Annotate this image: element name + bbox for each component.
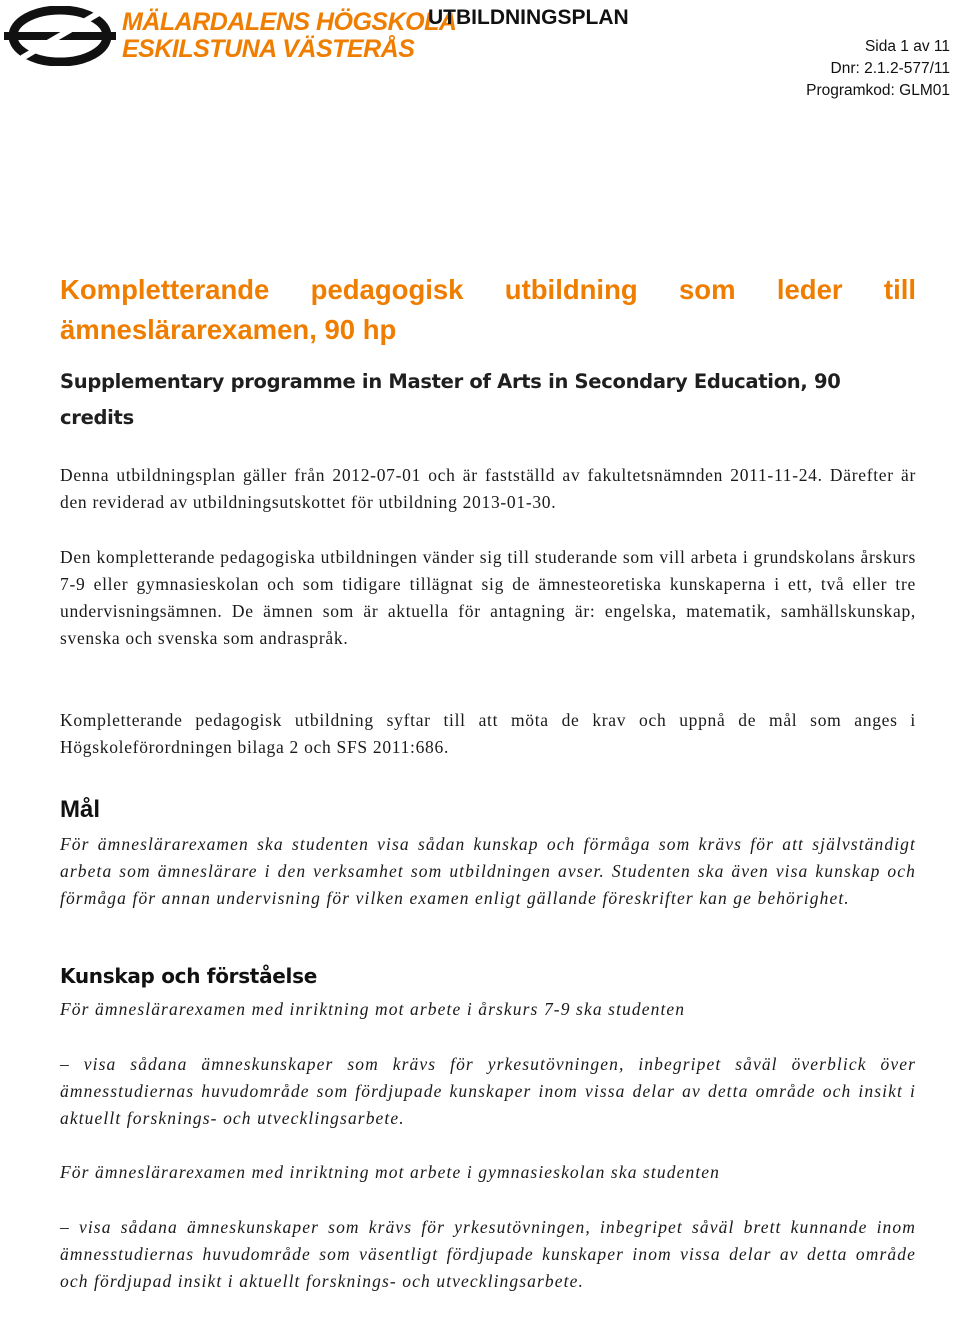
knowledge-intro-7-9: För ämneslärarexamen med inriktning mot arbete i årskurs 7-9 ska studenten	[60, 999, 686, 1019]
university-logo	[4, 6, 457, 66]
english-title: Supplementary programme in Master of Arts in Secondary Education, 90 credits	[60, 370, 841, 429]
knowledge-item-7-9: – visa sådana ämneskunskaper som krävs för yrkesutövningen, inbegripet såväl överblick över ämnesstudiernas huvudområde som fördjupade kunskaper inom vissa delar av detta område och insikt i aktuellt forsknings- och utvecklingsarbete.	[60, 1054, 916, 1128]
goals-paragraph: För ämneslärarexamen ska studenten visa sådan kunskap och förmåga som krävs för att självständigt arbeta som ämneslärare i den verksamhet som utbildningen avser. Studenten ska även visa kunskap och förmåga för annan undervisning för vilken examen enligt gällande föreskrifter kan ge behörighet.	[60, 834, 916, 908]
document-type: UTBILDNINGSPLAN	[428, 6, 629, 29]
registration-number: Dnr: 2.1.2-577/11	[830, 60, 950, 77]
validity-paragraph: Denna utbildningsplan gäller från 2012-07-01 och är fastställd av fakultetsnämnden 2011-11-24. Därefter är den reviderad av utbildningsutskottet för utbildning 2013-01-30.	[60, 465, 916, 512]
program-code: Programkod: GLM01	[806, 82, 950, 99]
knowledge-intro-gymnasium: För ämneslärarexamen med inriktning mot arbete i gymnasieskolan ska studenten	[60, 1162, 720, 1182]
knowledge-heading: Kunskap och förståelse	[60, 964, 317, 988]
document-meta	[806, 36, 950, 102]
purpose-paragraph: Kompletterande pedagogisk utbildning syftar till att möta de krav och uppnå de mål som anges i Högskoleförordningen bilaga 2 och SFS 2011:686.	[60, 710, 916, 757]
logo-text-line1: MÄLARDALENS HÖGSKOLA	[122, 8, 457, 36]
intro-paragraph: Den kompletterande pedagogiska utbildningen vänder sig till studerande som vill arbeta i grundskolans årskurs 7-9 eller gymnasieskolan och som tidigare tillägnat sig de ämnesteoretiska kunskaperna i ett, två eller tre undervisningsämnen. De ämnen som är aktuella för antagning är: engelska, matematik, samhällskunskap, svenska och svenska som andraspråk.	[60, 547, 916, 648]
page-number: Sida 1 av 11	[864, 38, 950, 55]
goals-heading: Mål	[60, 796, 101, 823]
knowledge-item-gymnasium: – visa sådana ämneskunskaper som krävs för yrkesutövningen, inbegripet såväl brett kunnande inom ämnesstudiernas huvudområde som väsentligt fördjupade kunskaper inom vissa delar av detta område och fördjupad insikt i aktuellt forsknings- och utvecklingsarbete.	[60, 1217, 916, 1291]
university-logo-mark-icon	[4, 6, 116, 66]
logo-text-line2: ESKILSTUNA VÄSTERÅS	[122, 35, 415, 63]
page-title: Kompletterande pedagogisk utbildning som leder till ämneslärarexamen, 90 hp	[60, 274, 916, 345]
